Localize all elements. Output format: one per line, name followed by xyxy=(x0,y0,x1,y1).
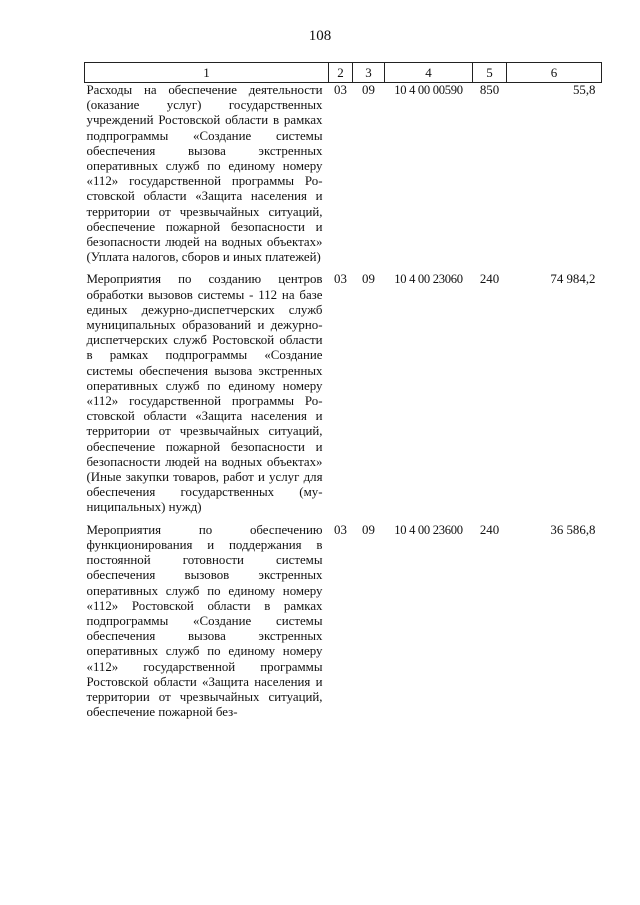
row-subsection: 09 xyxy=(362,83,375,97)
row-section: 03 xyxy=(334,522,347,537)
row-expense-type: 240 xyxy=(479,522,500,537)
table-header-row xyxy=(85,63,602,83)
table-row xyxy=(85,523,602,728)
column-header-4: 4 xyxy=(385,63,473,83)
budget-table xyxy=(84,62,602,727)
column-header-6: 6 xyxy=(507,63,602,83)
row-amount: 55,8 xyxy=(572,83,596,97)
row-subsection: 09 xyxy=(362,522,375,537)
row-amount: 74 984,2 xyxy=(550,272,596,287)
column-header-3: 3 xyxy=(353,63,385,83)
table-row xyxy=(85,83,602,273)
column-header-2: 2 xyxy=(329,63,353,83)
row-expense-type: 850 xyxy=(479,83,500,97)
row-target-article: 10 4 00 00590 xyxy=(394,83,463,97)
table-row xyxy=(85,272,602,522)
row-expense-type: 240 xyxy=(479,272,500,287)
column-header-5: 5 xyxy=(473,63,507,83)
row-description: Мероприятия по обеспечению функционирования и поддержания в постоянной готовности системы обеспечения вызовов экстренных оперативных служб по единому номеру «112» Ростовской области в рамках подпрограммы «Создание системы обеспечения вызова экстренных оперативных служб по единому номеру «112» государственной программы Ростовской области «Защита населения и территории от чрезвычайных ситуаций, обеспечение пожарной без- xyxy=(86,522,323,720)
row-subsection: 09 xyxy=(362,272,375,287)
page-number: 108 xyxy=(308,28,332,44)
row-target-article: 10 4 00 23600 xyxy=(394,522,463,537)
row-section: 03 xyxy=(334,272,347,287)
column-header-1: 1 xyxy=(85,63,329,83)
row-description: Мероприятия по созданию центров обработки вызовов системы - 112 на базе единых дежурно-диспетчерских служб муниципальных образований и дежурно-диспетчерских служб Ростовской области в рамках подпрограммы «Создание системы обеспечения вызова экстренных оперативных служб по единому номеру «112» государственной программы Ростовской области «Защита населения и территории от чрезвычайных ситуаций, обеспечение пожарной безопасности и безопасности людей на водных объектах» (Иные закупки товаров, работ и услуг для обеспечения государственных (муниципальных) нужд) xyxy=(86,272,323,515)
row-section: 03 xyxy=(334,83,347,97)
row-description: Расходы на обеспечение деятельности (оказание услуг) государственных учреждений Ростовской области в рамках подпрограммы «Создание системы обеспечения вызова экстренных оперативных служб по единому номеру «112» государственной программы Ростовской области «Защита населения и территории от чрезвычайных ситуаций, обеспечение пожарной безопасности и безопасности людей на водных объектах» (Уплата налогов, сборов и иных платежей) xyxy=(86,83,323,265)
row-amount: 36 586,8 xyxy=(550,522,596,537)
row-target-article: 10 4 00 23060 xyxy=(394,272,463,287)
